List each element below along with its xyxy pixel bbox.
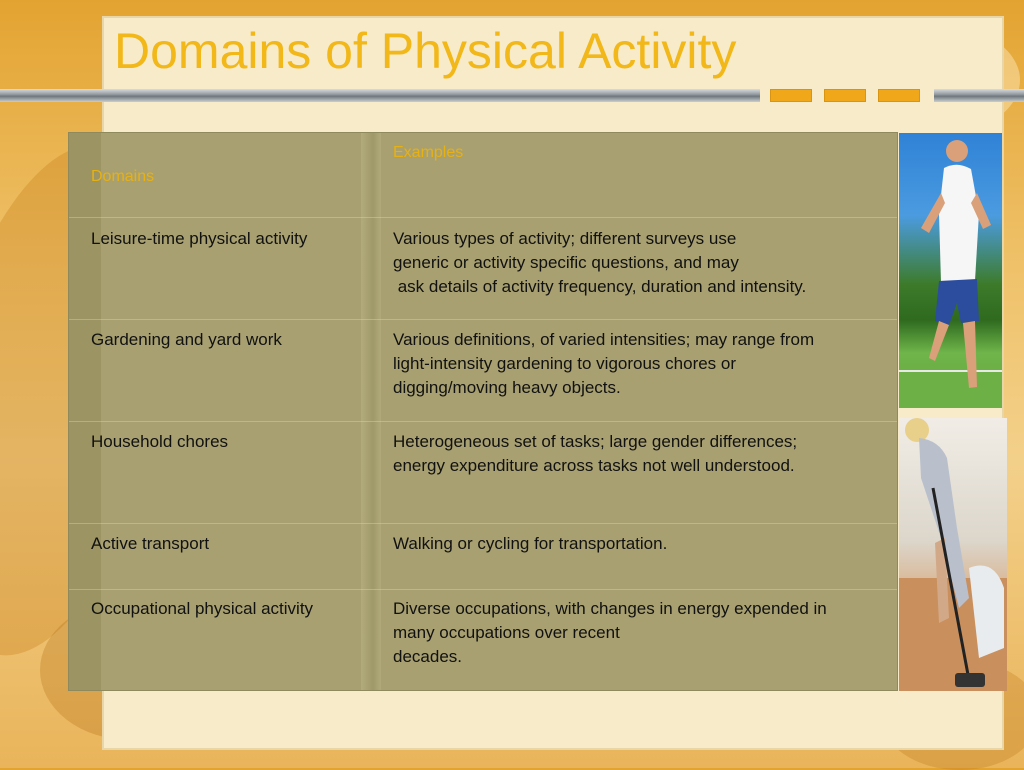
table-row — [69, 523, 897, 590]
examples-line: ask details of activity frequency, duration and intensity. — [393, 277, 807, 296]
domain-cell: Leisure-time physical activity — [91, 229, 308, 248]
examples-cell — [393, 597, 893, 669]
title-rule — [0, 89, 760, 102]
examples-line: light-intensity gardening to vigorous chores or — [393, 354, 737, 373]
examples-line: digging/moving heavy objects. — [393, 378, 621, 397]
runner-photo — [899, 133, 1002, 408]
domain-cell: Occupational physical activity — [91, 599, 314, 618]
examples-line: generic or activity specific questions, and may — [393, 253, 739, 272]
accent-bar — [770, 89, 812, 102]
accent-bar — [878, 89, 920, 102]
domains-table — [68, 132, 898, 691]
examples-line: Diverse occupations, with changes in energy expended in — [393, 599, 827, 618]
domain-cell: Active transport — [91, 534, 210, 553]
examples-cell — [393, 430, 893, 478]
vacuuming-photo — [899, 418, 1007, 691]
examples-line: Walking or cycling for transportation. — [393, 534, 668, 553]
examples-cell — [393, 227, 893, 299]
examples-cell — [393, 532, 893, 556]
table-row — [69, 319, 897, 422]
slide-title: Domains of Physical Activity — [114, 23, 737, 79]
table-row — [69, 589, 897, 691]
title-rule-right — [934, 89, 1024, 102]
header-examples: Examples — [393, 144, 464, 161]
examples-line: many occupations over recent — [393, 623, 620, 642]
table-row — [69, 421, 897, 524]
accent-bar — [824, 89, 866, 102]
examples-line: energy expenditure across tasks not well understood. — [393, 456, 795, 475]
examples-line: decades. — [393, 647, 462, 666]
examples-cell — [393, 328, 893, 400]
examples-line: Various types of activity; different surveys use — [393, 229, 737, 248]
table-row — [69, 217, 897, 320]
domain-cell: Gardening and yard work — [91, 330, 282, 349]
examples-line: Various definitions, of varied intensities; may range from — [393, 330, 815, 349]
examples-line: Heterogeneous set of tasks; large gender differences; — [393, 432, 798, 451]
header-domains: Domains — [91, 168, 155, 185]
domain-cell: Household chores — [91, 432, 229, 451]
